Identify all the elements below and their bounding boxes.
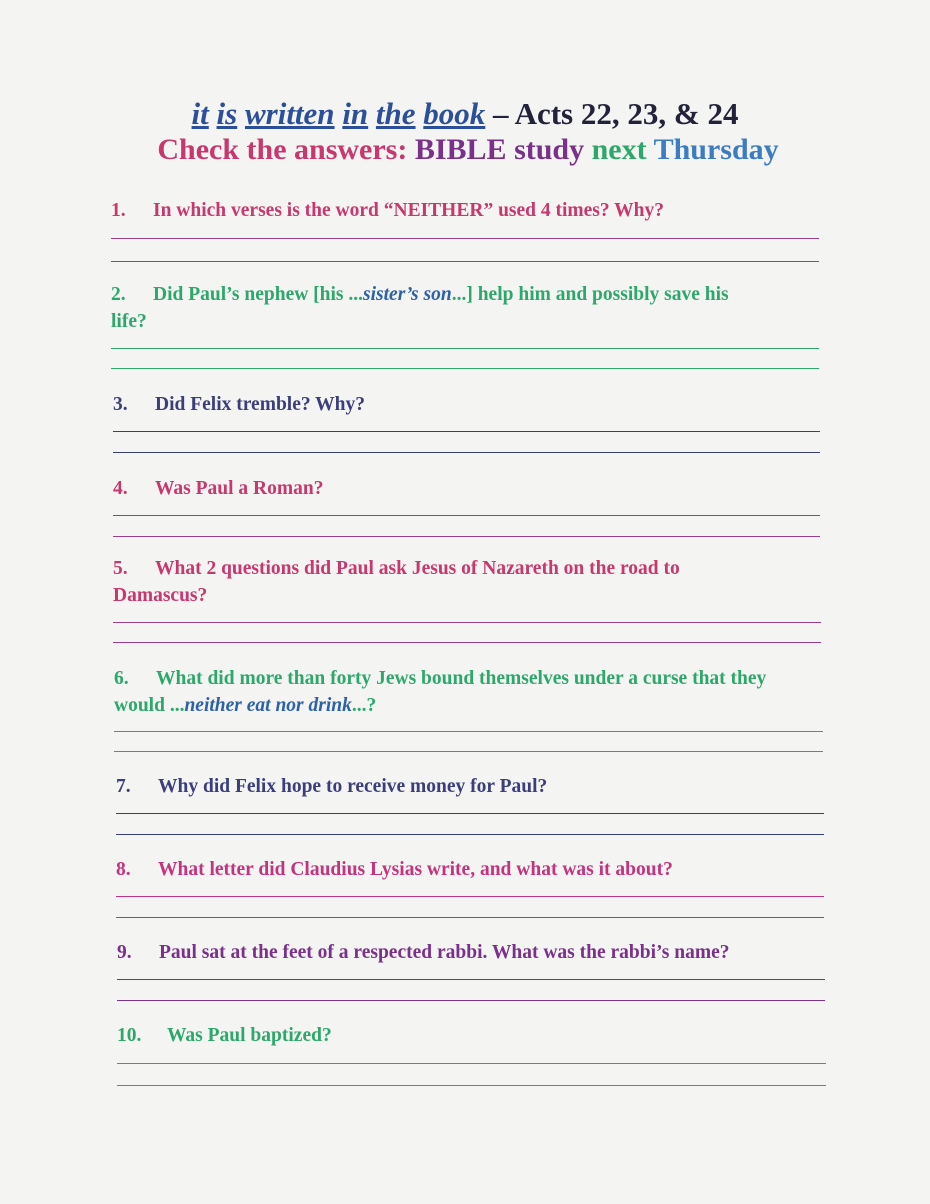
title-word: book — [423, 96, 486, 131]
title-word: is — [216, 96, 238, 131]
answer-line[interactable] — [117, 979, 825, 980]
title-reference: – Acts 22, 23, & 24 — [485, 96, 739, 131]
answer-line[interactable] — [117, 1000, 825, 1001]
subtitle-thursday: Thursday — [653, 133, 779, 166]
worksheet-subtitle — [0, 133, 930, 167]
answer-line[interactable] — [113, 642, 821, 643]
question-1 — [111, 197, 664, 224]
question-text: Was Paul a Roman? — [155, 478, 324, 499]
question-4 — [113, 475, 323, 502]
question-number: 4. — [113, 478, 128, 499]
question-number: 6. — [114, 668, 129, 689]
question-number: 3. — [113, 394, 128, 415]
answer-line[interactable] — [117, 1063, 826, 1064]
question-text: What did more than forty Jews bound themselves under a curse that they — [156, 668, 767, 689]
title-word: the — [375, 96, 416, 131]
subtitle-study: study — [514, 133, 585, 166]
answer-line[interactable] — [116, 813, 824, 814]
answer-line[interactable] — [113, 536, 820, 537]
answer-line[interactable] — [113, 622, 821, 623]
question-number: 1. — [111, 200, 126, 221]
question-text: Did Paul’s nephew [his ... — [153, 284, 364, 305]
answer-line[interactable] — [111, 261, 819, 262]
answer-line[interactable] — [116, 896, 824, 897]
question-number: 8. — [116, 859, 131, 880]
answer-line[interactable] — [116, 917, 824, 918]
question-7 — [116, 773, 547, 800]
answer-line[interactable] — [116, 834, 824, 835]
question-text: Did Felix tremble? Why? — [155, 394, 365, 415]
answer-line[interactable] — [113, 452, 820, 453]
question-10 — [117, 1022, 332, 1049]
answer-line[interactable] — [111, 368, 819, 369]
question-text: Why did Felix hope to receive money for Paul? — [158, 776, 548, 797]
question-number: 7. — [116, 776, 131, 797]
answer-line[interactable] — [113, 431, 820, 432]
question-text: What 2 questions did Paul ask Jesus of Nazareth on the road to — [155, 558, 680, 579]
question-9 — [117, 939, 730, 966]
question-text-continued: Damascus? — [113, 585, 208, 606]
question-3 — [113, 391, 365, 418]
answer-line[interactable] — [113, 515, 820, 516]
answer-line[interactable] — [114, 751, 823, 752]
question-number: 5. — [113, 558, 128, 579]
subtitle-next: next — [591, 133, 647, 166]
question-6 — [114, 665, 766, 719]
title-word: in — [342, 96, 369, 131]
answer-line[interactable] — [117, 1085, 826, 1086]
title-word: written — [244, 96, 335, 131]
answer-line[interactable] — [111, 238, 819, 239]
title-word: it — [191, 96, 209, 131]
question-text-continued: ...? — [351, 695, 377, 716]
question-text-emphasis: neither eat nor drink — [184, 695, 352, 716]
question-8 — [116, 856, 673, 883]
question-number: 2. — [111, 284, 126, 305]
question-text: Was Paul baptized? — [167, 1025, 332, 1046]
question-text-emphasis: sister’s son — [363, 284, 452, 305]
question-2 — [111, 281, 729, 335]
question-text: ...] help him and possibly save his — [451, 284, 729, 305]
question-number: 10. — [117, 1025, 142, 1046]
question-5 — [113, 555, 680, 609]
answer-line[interactable] — [114, 731, 823, 732]
question-number: 9. — [117, 942, 132, 963]
subtitle-bible: BIBLE — [414, 133, 507, 166]
question-text: In which verses is the word “NEITHER” used 4 times? Why? — [153, 200, 665, 221]
subtitle-check: Check the answers: — [157, 133, 408, 166]
worksheet-title — [0, 96, 930, 132]
question-text: What letter did Claudius Lysias write, and what was it about? — [158, 859, 673, 880]
question-text-continued: life? — [111, 311, 147, 332]
answer-line[interactable] — [111, 348, 819, 349]
question-text-continued: would ... — [114, 695, 185, 716]
question-text: Paul sat at the feet of a respected rabbi. What was the rabbi’s name? — [159, 942, 730, 963]
